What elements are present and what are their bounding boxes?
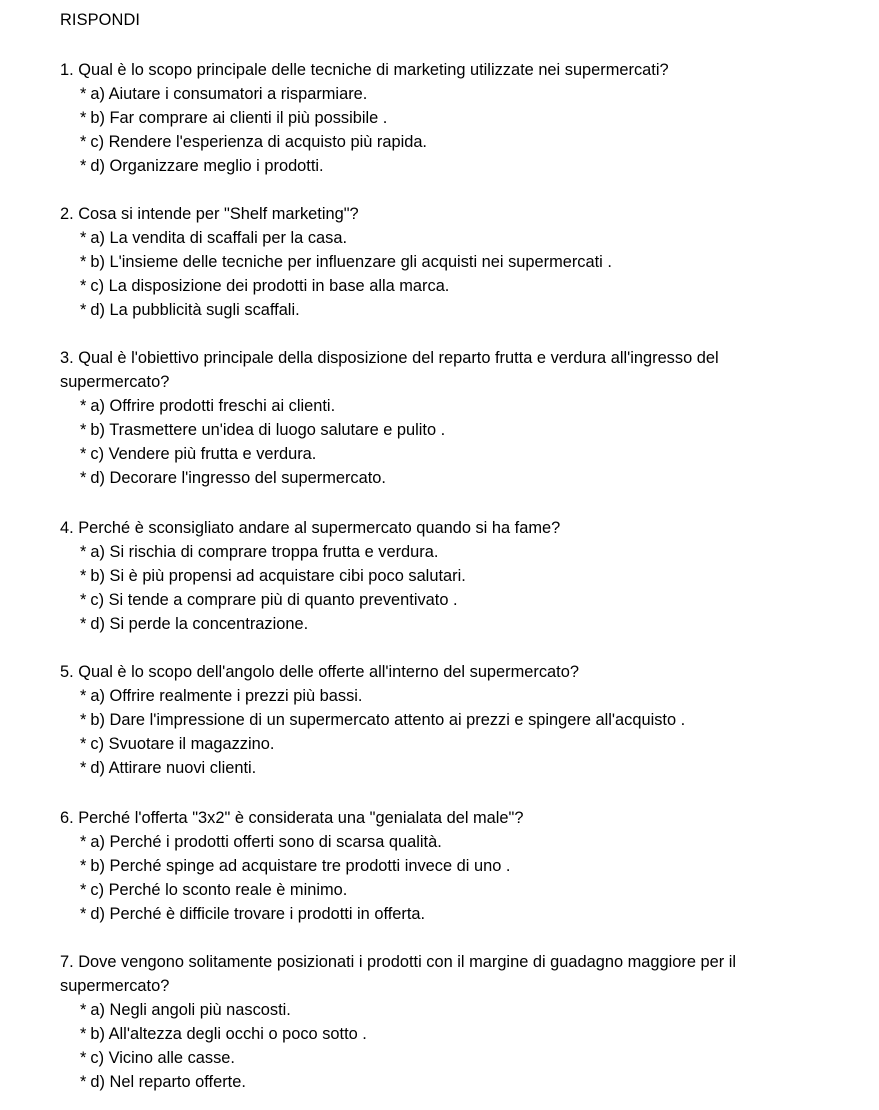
bullet-star: * (80, 85, 87, 103)
answer-option-c (60, 732, 830, 756)
option-text: a) Si rischia di comprare troppa frutta e verdura. (90, 543, 439, 561)
answer-option-c (60, 588, 830, 612)
answer-option-a (60, 82, 830, 106)
question-1 (60, 58, 830, 178)
option-text: c) La disposizione dei prodotti in base alla marca. (90, 277, 450, 295)
question-4 (60, 516, 830, 636)
bullet-star: * (80, 1001, 87, 1019)
question-text: 2. Cosa si intende per "Shelf marketing"? (60, 205, 359, 223)
option-text: d) Attirare nuovi clienti. (90, 759, 257, 777)
bullet-star: * (80, 277, 87, 295)
question-2 (60, 202, 830, 322)
bullet-star: * (80, 1025, 87, 1043)
bullet-star: * (80, 469, 87, 487)
option-text: d) Nel reparto offerte. (90, 1073, 246, 1091)
question-text: 3. Qual è l'obiettivo principale della disposizione del reparto frutta e verdura all'ingresso del supermercato? (60, 349, 719, 391)
option-text: b) Si è più propensi ad acquistare cibi poco salutari. (90, 567, 466, 585)
answer-option-d (60, 612, 830, 636)
bullet-star: * (80, 397, 87, 415)
answer-option-c (60, 878, 830, 902)
bullet-star: * (80, 1073, 87, 1091)
bullet-star: * (80, 543, 87, 561)
bullet-star: * (80, 615, 87, 633)
answer-option-d (60, 298, 830, 322)
bullet-star: * (80, 759, 87, 777)
question-6 (60, 806, 830, 926)
answer-option-b (60, 106, 830, 130)
answer-option-b (60, 708, 830, 732)
question-text: 4. Perché è sconsigliato andare al supermercato quando si ha fame? (60, 519, 561, 537)
option-text: a) Offrire prodotti freschi ai clienti. (90, 397, 336, 415)
bullet-star: * (80, 301, 87, 319)
bullet-star: * (80, 735, 87, 753)
answer-option-c (60, 442, 830, 466)
answer-option-c (60, 274, 830, 298)
answer-option-a (60, 684, 830, 708)
option-text: b) Far comprare ai clienti il più possibile . (90, 109, 388, 127)
answer-option-d (60, 756, 830, 780)
option-text: c) Svuotare il magazzino. (90, 735, 275, 753)
option-text: c) Vicino alle casse. (90, 1049, 235, 1067)
answer-option-a (60, 540, 830, 564)
option-text: b) All'altezza degli occhi o poco sotto . (90, 1025, 367, 1043)
option-text: a) Perché i prodotti offerti sono di scarsa qualità. (90, 833, 442, 851)
option-text: b) Dare l'impressione di un supermercato attento ai prezzi e spingere all'acquisto . (90, 711, 686, 729)
question-text: 7. Dove vengono solitamente posizionati i prodotti con il margine di guadagno maggiore per il supermercato? (60, 953, 737, 995)
option-text: d) Si perde la concentrazione. (90, 615, 309, 633)
answer-option-a (60, 998, 830, 1022)
option-text: a) La vendita di scaffali per la casa. (90, 229, 348, 247)
answer-option-b (60, 1022, 830, 1046)
option-text: c) Perché lo sconto reale è minimo. (90, 881, 348, 899)
bullet-star: * (80, 229, 87, 247)
bullet-star: * (80, 567, 87, 585)
option-text: d) Decorare l'ingresso del supermercato. (90, 469, 386, 487)
option-text: c) Vendere più frutta e verdura. (90, 445, 317, 463)
answer-option-d (60, 1070, 830, 1094)
option-text: d) La pubblicità sugli scaffali. (90, 301, 300, 319)
answer-option-b (60, 250, 830, 274)
option-text: c) Rendere l'esperienza di acquisto più rapida. (90, 133, 427, 151)
answer-option-d (60, 902, 830, 926)
bullet-star: * (80, 711, 87, 729)
option-text: b) Trasmettere un'idea di luogo salutare e pulito . (90, 421, 446, 439)
bullet-star: * (80, 905, 87, 923)
answer-option-b (60, 418, 830, 442)
bullet-star: * (80, 133, 87, 151)
answer-option-b (60, 564, 830, 588)
answer-option-c (60, 130, 830, 154)
question-text: 5. Qual è lo scopo dell'angolo delle offerte all'interno del supermercato? (60, 663, 579, 681)
option-text: a) Offrire realmente i prezzi più bassi. (90, 687, 363, 705)
answer-option-b (60, 854, 830, 878)
question-7 (60, 950, 830, 1094)
bullet-star: * (80, 881, 87, 899)
bullet-star: * (80, 591, 87, 609)
option-text: a) Negli angoli più nascosti. (90, 1001, 291, 1019)
bullet-star: * (80, 109, 87, 127)
page-title: RISPONDI (60, 11, 141, 29)
question-5 (60, 660, 830, 780)
option-text: d) Organizzare meglio i prodotti. (90, 157, 324, 175)
bullet-star: * (80, 687, 87, 705)
answer-option-d (60, 466, 830, 490)
bullet-star: * (80, 833, 87, 851)
bullet-star: * (80, 421, 87, 439)
question-text: 1. Qual è lo scopo principale delle tecniche di marketing utilizzate nei supermercati? (60, 61, 669, 79)
question-3 (60, 346, 830, 490)
option-text: d) Perché è difficile trovare i prodotti in offerta. (90, 905, 426, 923)
answer-option-d (60, 154, 830, 178)
bullet-star: * (80, 157, 87, 175)
option-text: a) Aiutare i consumatori a risparmiare. (90, 85, 368, 103)
bullet-star: * (80, 445, 87, 463)
question-text: 6. Perché l'offerta "3x2" è considerata una "genialata del male"? (60, 809, 524, 827)
answer-option-c (60, 1046, 830, 1070)
answer-option-a (60, 394, 830, 418)
option-text: b) L'insieme delle tecniche per influenzare gli acquisti nei supermercati . (90, 253, 612, 271)
bullet-star: * (80, 1049, 87, 1067)
answer-option-a (60, 830, 830, 854)
option-text: c) Si tende a comprare più di quanto preventivato . (90, 591, 458, 609)
bullet-star: * (80, 253, 87, 271)
answer-option-a (60, 226, 830, 250)
option-text: b) Perché spinge ad acquistare tre prodotti invece di uno . (90, 857, 511, 875)
bullet-star: * (80, 857, 87, 875)
